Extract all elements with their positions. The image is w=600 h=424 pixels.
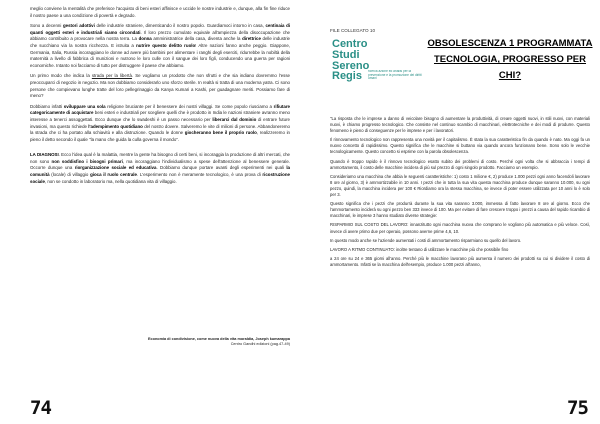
page-number-right: 75: [567, 397, 588, 419]
left-paragraph-3: Un primo modo che indica la strada per la libertà. Se vogliamo un prodotto che non sfrutti e che sia indiano dovremmo l'esse preoccuparci di negozio in negozio. Ma non dobbiamo considerarlo uno sforzo sterile. In realtà si tratta di una moderna yatra. Ci sono persone che compievano lunghe tratte del loro pellegrinaggio da Kanya Kumari a Kashi, per guadagnare meriti. Possiamo fare di meno?: [30, 73, 290, 99]
right-paragraph-1: "La risposta che le imprese a danno di veicolare bisogno di aumentare la produttività, di creare oggetti nuovi, in stili nuovi, con materiali nuovi, è chiamo progresso tecnologico. Che consiste nel continuo scambio di macchinari, elettrotecniche e dei modi di produrre. Questo fenomeno è pieno di conseguenze per le imprese e per i lavoratori.: [330, 116, 590, 134]
page-number-left: 74: [30, 397, 51, 419]
left-paragraph-2: Sono a decenni gestori adottivi delle industrie straniere, dimenticando il nostro popolo. Guardiamoci intorno in casa, centinaia di quanti oggetti esteri e industriali siamo circondati. Il loro prezzo cumulato equivale all'ampiezza della disoccupazione che abbiamo contribuito a provocare nella nostra terra. La donna amministratrice della casa, diventa anche la direttrice delle industrie che succhiano via la nostra ricchezza. E istruita a nutrire questo delitto ruolo! Altre nazioni fanno anche peggio. Giappone, Germania, Italia, Russia incoraggiano le donne ad avere più bambini per alimentare i ranghi degli eserciti, ridurrebbe la nobiltà della maternità a livello di fabbrica di munizioni e nutrono le loro culle con il sangue dei loro figli, conducendo una guerra per ragioni economiche. Intanto noi facciamo di tutto per distruggere il paese che abbiamo.: [30, 23, 291, 68]
right-paragraph-7: In questo modo anche se l'aziende aumentati i costi di ammortamento risparmiano su quello del lavoro.: [330, 237, 522, 243]
right-paragraph-5: Questo significa che i pezzi che produrrà durante la sua vita saranno 3.000, immessa di fatto lavorare 8 ore al giorno. Ecco che l'ammortamento inciderà su ogni pezzo ben 333 invece di 100. Ma per evitare di fare crescere troppo i prezzi a causa del rapido ricambio di macchinari, le imprese 3 hanno studiato diverse strategie:: [330, 201, 590, 219]
right-paragraph-8: LAVORO A RITMO CONTINUATO: inoltre tentano di utilizzare le macchine più che possibile fino: [330, 246, 509, 252]
file-tag: FILE COLLEGATO 10: [330, 28, 376, 33]
right-header: [330, 28, 593, 116]
left-paragraph-4: Dobbiamo infatti sviluppare una sola religione bruciante per il benessere dei nostri villaggi. Se come popolo riusciamo a rifiutare categoricamente di acquistare beni esteri e industriali per scegliere quelli che è prodotto in India le nazioni straniere avranno meno interesse a tenerci assoggettati. Ecco dunque che lo swadeshi è un passo necessario per liberarci dal dominio di entrare future invasioni, ma questo richiede l'adempimento quotidiano del nostro dovere. Salveremo le vite di milioni di persone. Abbandoneremo la strada che ci ha portato alla schiavitù e alla distruzione. Quando le donne giocheranno bene il proprio ruolo, realizzeremo in pieno il detto secondo il quale "la mano che guida la culla governa il mondo".: [30, 103, 291, 142]
title-line-1: OBSOLESCENZA 1 PROGRAMMATA: [427, 38, 593, 49]
quote-line-1: Economia di condivisione, come nuova della vita moraldia, Joseph kumarappa: [147, 337, 290, 341]
left-paragraph-1: meglio conviene la mentalità che preferisce l'acquisto di beni esteri affinisce e uccide le nostre industrie e, dunque, alla fin fine riduce il nostro paese a una condizione di povertà e degrado.: [30, 6, 290, 18]
right-paragraph-2: Il rinnovamento tecnologico non rappresenta una novità per il capitalismo. È stata la sua caratteristica fin da quando è nato. Ma oggi fa un nuovo concetto di rapidissimo. Questo significa che le macchine si buttano via quando ancora funzionano bene. Sono solo le vecchie tecnologicamente. Questo concetto si esprime con la parola obsolescenza.: [330, 137, 590, 155]
logo-line3: Sereno: [332, 60, 370, 72]
source-quote: [135, 337, 290, 347]
logo-subtitle: ricerca azione ed analisi per la prevenzione e la promozione dei diritti umani: [368, 70, 422, 81]
right-paragraph-9: a 24 ore su 24 e 365 giorni all'anno. Perché più le macchine lavorano più aumenta il numero dei prodotti su cui si dividere il costo di ammortamento. Infatti se la macchina dell'esempio, produce 1.000 pezzi all'anno,: [330, 255, 590, 267]
quote-line-2: Centro Gandhi edizioni (pag.47-49): [230, 342, 290, 346]
right-paragraph-4: Consideriamo una macchina che abbia le seguenti caratteristiche: 1) costo 1 milione €, 2) produce 1.000 pezzi ogni anno facendoli lavorare 8 ore al giorno, 3) è ammortizzabile in 10 anni. I pezzi che in tutta la sua vita questa macchina produce dunque saranno 10.000, su ogni pezzo, quindi, la macchina incidera per 100 € Riordiamo ora la stessa macchina, se invece di poter essere utilizzata per 10 anni lo è solo per 3.: [330, 173, 590, 198]
title-line-2: TECNOLOGIA, PROGRESSO PER CHI?: [433, 54, 587, 81]
logo-line1: Centro: [332, 38, 368, 50]
logo-line4: Regis: [332, 70, 362, 82]
logo-line2: Studi: [332, 49, 360, 61]
right-paragraph-6: RISPARMIO SUL COSTO DEL LAVORO: innanzitutto ogni macchina nuova che comprano le vogliono più automatica e più veloce. Così, invece di avere primo due per operaio, possono averne prime 4,6, 10.: [330, 222, 590, 234]
right-paragraph-3: Quando è troppo rapido è il rinnovo tecnologico esatto subito dei problemi di costo. Perché ogni volta che si abbraccia i tempi di ammortamento, il costo delle macchine incidera di più sul prezzo di ogni singolo prodotto. Facciamo un esempio.: [330, 158, 590, 170]
right-page: [300, 0, 600, 424]
left-paragraph-diagnosi: LA DIAGNOSI. Ecco l'idea qual è la malattia, mentre la gente ha bisogno di certi beni, si incoraggia la produzione di altri mercati, che non sono non soddisfino i bisogni primari, ma incoraggiano l'individualismo a spese dell'attenzione al benessere generale. Occorre dunque una riorganizzazione sociale ed educativa. Dobbiamo dunque portare avanti degli esperimenti nei quali la comunità (locale) di villaggio gioca il ruolo centrale. L'esperimento non è meramente tecnologico, è una prova di ricostruzione sociale, non se condotto in laboratorio ma, nella quotidiana vita di villaggio.: [30, 152, 290, 184]
centro-studi-logo: [330, 36, 428, 86]
title-block: [425, 36, 595, 84]
